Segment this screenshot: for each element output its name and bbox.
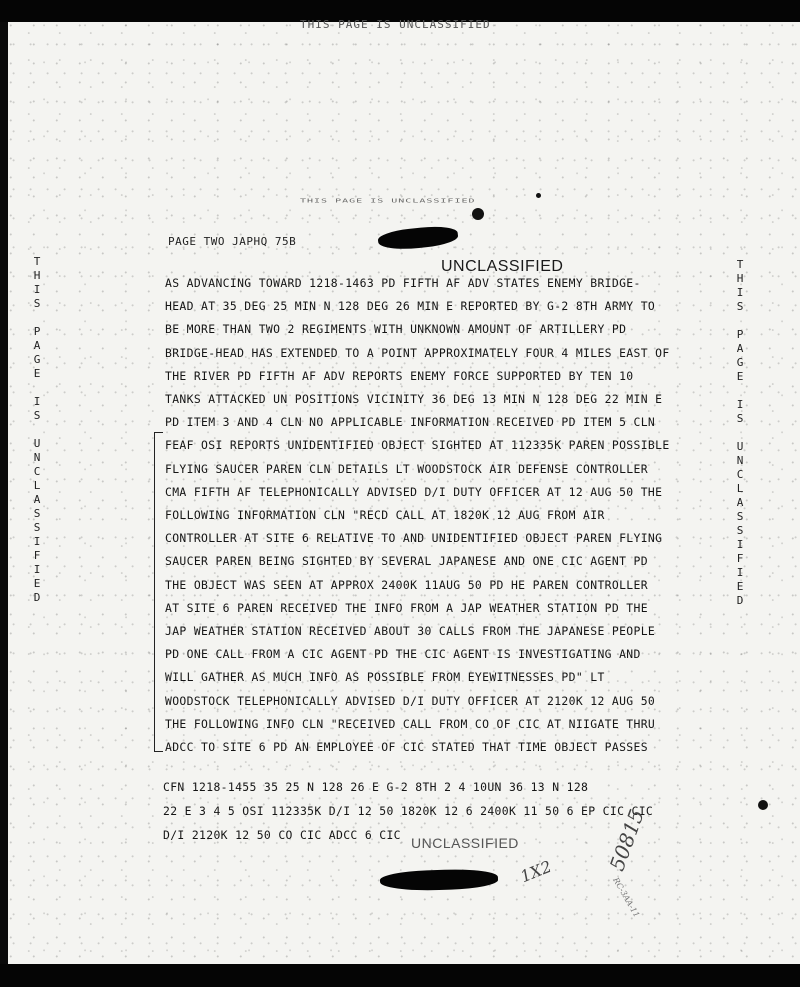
body-line: WILL GATHER AS MUCH INFO AS POSSIBLE FROM EYEWITNESSES PD" LT (165, 670, 605, 685)
side-marking-letter (733, 314, 747, 328)
body-line: FOLLOWING INFORMATION CLN "RECD CALL AT 1820K 12 AUG FROM AIR (165, 508, 605, 522)
side-marking-letter: L (736, 482, 744, 495)
side-marking-letter: E (33, 577, 41, 590)
side-marking-letter: A (33, 493, 41, 506)
body-line: BE MORE THAN TWO 2 REGIMENTS WITH UNKNOWN AMOUNT OF ARTILLERY PD (165, 322, 627, 337)
cfn-line: CFN 1218-1455 35 25 N 128 26 E G-2 8TH 2 4 10UN 36 13 N 128 (163, 780, 589, 794)
side-marking-letter: N (33, 451, 41, 464)
cfn-line: 22 E 3 4 5 OSI 112335K D/I 12 50 1820K 12 6 2400K 11 50 6 EP CIC CIC (163, 804, 654, 818)
body-line: WOODSTOCK TELEPHONICALLY ADVISED D/I DUTY OFFICER AT 2120K 12 AUG 50 (165, 693, 656, 708)
side-marking-letter: S (736, 300, 744, 313)
body-line: BRIDGE-HEAD HAS EXTENDED TO A POINT APPROXIMATELY FOUR 4 MILES EAST OF (165, 345, 670, 360)
body-line: FEAF OSI REPORTS UNIDENTIFIED OBJECT SIGHTED AT 112335K PAREN POSSIBLE (165, 438, 670, 453)
side-marking-letter: A (736, 496, 744, 509)
side-marking-letter: F (736, 552, 744, 565)
side-marking-letter: E (736, 370, 744, 383)
side-marking-letter: N (736, 454, 744, 467)
side-marking-right (733, 258, 747, 608)
unclassified-stamp-bottom: UNCLASSIFIED (411, 835, 519, 851)
ink-spot (536, 193, 541, 198)
ink-blot (472, 208, 484, 220)
side-marking-letter: I (736, 538, 744, 551)
side-marking-letter: C (736, 468, 744, 481)
side-marking-letter: H (33, 269, 41, 282)
cfn-line: D/I 2120K 12 50 CO CIC ADCC 6 CIC (163, 828, 401, 842)
side-marking-letter: E (736, 580, 744, 593)
side-marking-letter (30, 311, 44, 325)
side-marking-letter: I (33, 563, 41, 576)
side-marking-letter: I (33, 535, 41, 548)
body-line: AT SITE 6 PAREN RECEIVED THE INFO FROM A JAP WEATHER STATION PD THE (165, 600, 648, 615)
body-line: AS ADVANCING TOWARD 1218-1463 PD FIFTH AF ADV STATES ENEMY BRIDGE- (165, 276, 641, 290)
body-line: CONTROLLER AT SITE 6 RELATIVE TO AND UNIDENTIFIED OBJECT PAREN FLYING (165, 531, 663, 546)
side-marking-letter: L (33, 479, 41, 492)
side-marking-letter: H (736, 272, 744, 285)
side-marking-letter: G (736, 356, 744, 369)
side-marking-letter: C (33, 465, 41, 478)
side-marking-letter: G (33, 353, 41, 366)
side-marking-letter: U (33, 437, 41, 450)
side-marking-letter: P (736, 328, 744, 341)
faint-classification-marking: THIS PAGE IS UNCLASSIFIED (300, 198, 476, 205)
side-marking-letter: S (736, 510, 744, 523)
side-marking-letter: S (33, 297, 41, 310)
side-marking-letter: I (736, 286, 744, 299)
side-marking-letter: F (33, 549, 41, 562)
side-marking-letter: I (736, 398, 744, 411)
side-marking-letter: I (736, 566, 744, 579)
side-marking-letter: T (736, 258, 744, 271)
side-marking-letter: U (736, 440, 744, 453)
side-marking-letter: A (736, 342, 744, 355)
side-marking-letter (733, 384, 747, 398)
side-marking-letter (30, 381, 44, 395)
side-marking-letter: S (33, 521, 41, 534)
body-line: CMA FIFTH AF TELEPHONICALLY ADVISED D/I DUTY OFFICER AT 12 AUG 50 THE (165, 484, 663, 499)
body-line: THE FOLLOWING INFO CLN "RECEIVED CALL FROM CO OF CIC AT NIIGATE THRU (165, 716, 656, 731)
side-marking-letter: D (736, 594, 744, 607)
side-marking-letter: A (33, 339, 41, 352)
unclassified-stamp-top: UNCLASSIFIED (441, 258, 564, 275)
page-number-line: PAGE TWO JAPHQ 75B (168, 235, 297, 248)
body-line: THE OBJECT WAS SEEN AT APPROX 2400K 11AUG 50 PD HE PAREN CONTROLLER (165, 577, 648, 592)
margin-bracket (154, 432, 163, 752)
body-line: PD ITEM 3 AND 4 CLN NO APPLICABLE INFORMATION RECEIVED PD ITEM 5 CLN (165, 415, 656, 430)
body-line: ADCC TO SITE 6 PD AN EMPLOYEE OF CIC STATED THAT TIME OBJECT PASSES (165, 740, 648, 754)
side-marking-letter: I (33, 395, 41, 408)
ink-spot (758, 800, 768, 810)
side-marking-letter: S (736, 412, 744, 425)
side-marking-letter: E (33, 367, 41, 380)
side-marking-letter (30, 423, 44, 437)
body-line: HEAD AT 35 DEG 25 MIN N 128 DEG 26 MIN E REPORTED BY G-2 8TH ARMY TO (165, 299, 656, 314)
side-marking-letter (733, 426, 747, 440)
handwritten-reference: RC-3AA-11 (611, 876, 642, 919)
side-marking-letter: S (736, 524, 744, 537)
side-marking-letter: I (33, 283, 41, 296)
side-marking-letter: T (33, 255, 41, 268)
side-marking-letter: D (33, 591, 41, 604)
top-classification-marking: THIS PAGE IS UNCLASSIFIED (300, 18, 491, 31)
handwritten-note: 1X2 (517, 856, 555, 887)
side-marking-left (30, 255, 44, 605)
scan-border-bottom (0, 964, 800, 987)
side-marking-letter: P (33, 325, 41, 338)
side-marking-letter: S (33, 409, 41, 422)
body-line: TANKS ATTACKED UN POSITIONS VICINITY 36 DEG 13 MIN N 128 DEG 22 MIN E (165, 392, 663, 406)
body-line: FLYING SAUCER PAREN CLN DETAILS LT WOODSTOCK AIR DEFENSE CONTROLLER (165, 461, 648, 476)
body-line: JAP WEATHER STATION RECEIVED ABOUT 30 CALLS FROM THE JAPANESE PEOPLE (165, 624, 656, 638)
side-marking-letter: S (33, 507, 41, 520)
body-line: PD ONE CALL FROM A CIC AGENT PD THE CIC AGENT IS INVESTIGATING AND (165, 647, 641, 662)
body-line: THE RIVER PD FIFTH AF ADV REPORTS ENEMY FORCE SUPPORTED BY TEN 10 (165, 368, 634, 383)
handwritten-number: 50815 (604, 806, 649, 874)
body-line: SAUCER PAREN BEING SIGHTED BY SEVERAL JAPANESE AND ONE CIC AGENT PD (165, 554, 648, 569)
